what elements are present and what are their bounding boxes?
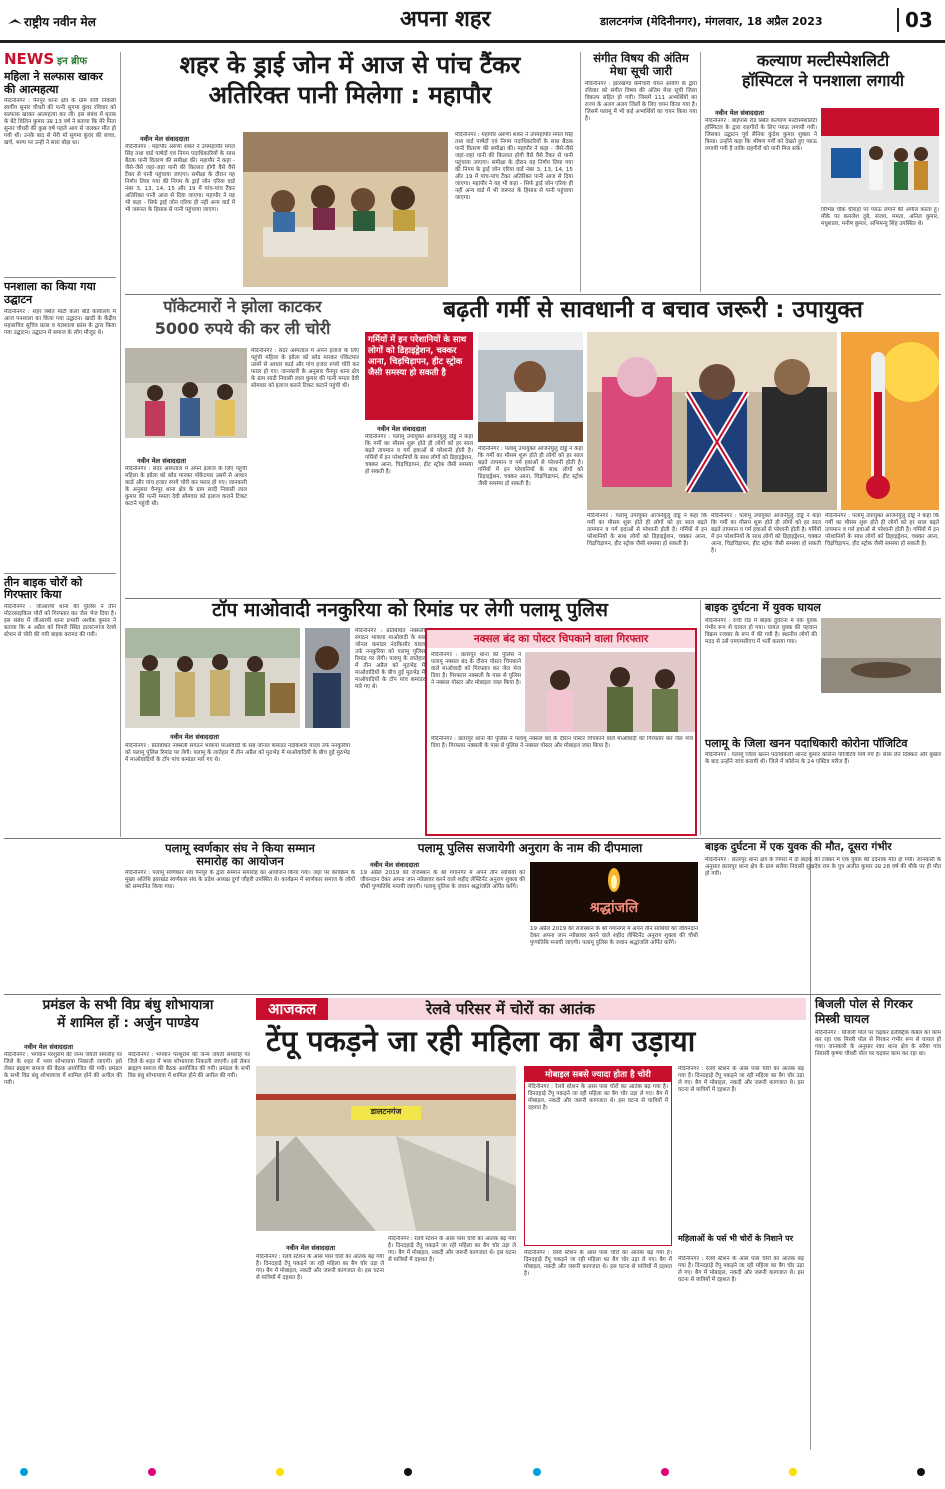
aajkal-headline: टेंपू पकड़ने जा रही महिला का बैग उड़ाया — [266, 1024, 696, 1058]
pocketmaar-body-left: मेदिनीनगर : सदर अस्पताल में अपने इलाज के लिए पहुंची महिला के झोला को ब्लेड मारकर पॉकेटमार उसमें से आधार कार्ड और पांच हजार रुपये चोरी कर फरार हो गए। जानकारी के अनुसार चैनपुर थाना क्षेत्र के ग्राम सादी निवासी लाल कुमार की पत्नी ममता देवी सोमवार को इलाज कराने टिकट कटाने पहुंची थी। — [125, 466, 247, 507]
location-date: डालटनगंज (मेदिनीनगर), मंगलवार, 18 अप्रैल 2023 — [600, 15, 823, 28]
accident1-headline: बाइक दुर्घटना में युवक घायल — [705, 601, 821, 614]
music-body: मेदिनीनगर : झारखण्ड कर्मचारी चयन आयोग के द्वारा रविवार को संगीत विषय की अंतिम मेधा सूची जिला विकल्प सहित हो गयी। जिसमें 111 अभ्यर्थियों का राज्य के अलग अलग जिलों के लिए चयन किया गया है। जिसमें पलामू में भी कई अभ्यर्थियों का चयन किया गया है। — [585, 81, 697, 123]
section-title: अपना शहर — [400, 7, 491, 32]
poster-headline: नक्सल बंद का पोस्टर चिपकाने वाला गिरफ्तार — [427, 630, 695, 648]
heat-byline: नवीन मेल संवाददाता — [377, 425, 426, 433]
pole-headline-1: बिजली पोल से गिरकर — [815, 997, 913, 1011]
accident2-headline: बाइक दुर्घटना में एक युवक की मौत, दूसरा गंभीर — [705, 841, 892, 853]
poster-story — [425, 628, 697, 836]
heat-body-5: मेदिनीनगर : पलामू उपायुक्त आंजनेयुलु दोड्डे ने कहा कि गर्मी का मौसम शुरू होते ही लोगों को हर साल बढ़ते तापमान व गर्म हवाओं से परेशानी होती है। गर्मियों में इन परेशानियों के साथ लोगों को डिहाइड्रेशन, चक्कर आना, चिड़चिड़ापन, हीट स्ट्रोक जैसी समस्या हो सकती है। — [825, 513, 939, 547]
heat-headline: बढ़ती गर्मी से सावधानी व बचाव जरूरी : उपायुक्त — [443, 297, 863, 323]
maoist-body-2: मेदिनीनगर : प्रतिबंधित नक्सली संगठन भाकपा माओवादी के सब जोनल कमांडर नंदकिशोर यादव उर्फ ननकुरिया को पलामू पुलिस रिमांड पर लेगी। पलामू के लातेहार में तीन अप्रैल को मुठभेड़ में माओवादियों के बीच हुई मुठभेड़ में माओवादियों के टॉप पांच कमांडर मारे गए थे। — [355, 628, 425, 690]
hospital-ward-photo — [125, 348, 247, 438]
pocketmaar-headline-1: पॉकेटमारों ने झोला काटकर — [163, 297, 322, 316]
tanker-story — [125, 52, 575, 292]
mining-headline: पलामू के जिला खनन पदाधिकारी कोरोना पॉजिटिव — [705, 737, 908, 750]
heat-pullquote: गर्मियों में इन परेशानियों के साथ लोगों को डिहाइड्रेशन, चक्कर आना, चिड़चिड़ापन, हीट स्ट्रोक जैसी समस्या हो सकती है — [365, 332, 473, 420]
swarnkar-body: मेदिनीनगर : पलामू स्वर्णकार संघ पैनपुर के द्वारा सम्मान समारोह का आयोजन किया गया। जहां पर कार्यक्रम के मुख्य अतिथि झारखंड स्वर्णकार संघ के प्रदेश अध्यक्ष दुर्गा जौहरी उपस्थित थे। कार्यक्रम में स्वर्णकार समाज के लोगों को सम्मानित किया गया। — [125, 870, 355, 891]
pocketmaar-byline: नवीन मेल संवाददाता — [137, 457, 186, 465]
vipra-byline: नवीन मेल संवाददाता — [24, 1043, 73, 1051]
print-registration-strip — [0, 1468, 945, 1478]
vipra-headline-2: में शामिल हों : अर्जुन पाण्डेय — [57, 1014, 199, 1031]
pocketmaar-headline-2: 5000 रुपये की कर ली चोरी — [154, 318, 331, 338]
tanker-body-left: मेदिनीनगर : महापौर अरुणा शंकर ने उपमहापौर मंगल सिंह तथा वार्ड पार्षदों एवं निगम पदाधिकारियों के साथ बैठक पानी वितरण की समीक्षा की। महापौर ने कहा - जैसे-जैसे जहां-जहां पानी की किल्लत होगी वैसे वैसे टैंकर से पानी पहुंचाया जाएगा। समीक्षा के दौरान यह निर्णय लिया गया की निगम के ड्राई जोन एरिया वार्ड नंबर 3, 13, 14, 15 और 19 में पांच-पांच टैंकर अतिरिक्त पानी आज से दिया जाएगा। महापौर ने यह भी कहा - सिर्फ ड्राई जोन एरिया ही नहीं अन्य वार्ड में भी जरूरत के हिसाब से पानी पहुंचाया जाएगा। — [125, 144, 235, 213]
heat-people-photo — [587, 332, 837, 510]
poster-body-bottom: मेदिनीनगर : छतरपुर थाना की पुलिस ने पलामू नक्सल बंद के दौरान पोस्टर चिपकाने वाले माओवादी को गिरफ्तार कर जेल भेज दिया है। गिरफ्तार नक्सली के पास से पुलिस ने नक्सल पोस्टर और मोबाइल जब्त किया है। — [431, 736, 693, 749]
brief-item3-body: मेदिनीनगर : जीआरपी थाना की पुलिस ने तीन मोटरसाइकिल चोरों को गिरफ्तार कर जेल भेज दिया है। इस संबंध में जीआरपी थाना प्रभारी अशोक कुमार ने बताया कि 4 अप्रैल को पिपरी स्थित डालटनगंज रेलवे स्टेशन से चोरी की गयी बाइक बरामद की गयी। — [4, 603, 116, 638]
pole-headline-2: मिस्त्री घायल — [815, 1012, 870, 1027]
tanker-headline-1: शहर के ड्राई जोन में आज से पांच टैंकर — [179, 51, 521, 79]
vipra-headline-1: प्रमंडल के सभी विप्र बंधु शोभायात्रा — [42, 997, 214, 1013]
deepmala-body-right: 19 अप्रैल 2019 को राजस्थान के श्री गंगानगर में अपने तीन साथियों को जीवनदान देकर अपना जान न्योछावर करने वाले शहीद लेफ्टिनेंट अनुराग शुक्ला की चौथी पुण्यतिथि मनायी जाएगी। पलामू पुलिस के जवान श्रद्धांजलि अर्पित करेंगे। — [530, 926, 698, 946]
brief-item1-title: महिला ने सल्फास खाकर की आत्महत्या — [4, 70, 103, 96]
heat-body-3: मेदिनीनगर : पलामू उपायुक्त आंजनेयुलु दोड्डे ने कहा कि गर्मी का मौसम शुरू होते ही लोगों को हर साल बढ़ते तापमान व गर्म हवाओं से परेशानी होती है। गर्मियों में इन परेशानियों के साथ लोगों को डिहाइड्रेशन, चक्कर आना, चिड़चिड़ापन, हीट स्ट्रोक जैसी समस्या हो सकती है। — [587, 513, 707, 547]
heat-body-2: मेदिनीनगर : पलामू उपायुक्त आंजनेयुलु दोड्डे ने कहा कि गर्मी का मौसम शुरू होते ही लोगों को हर साल बढ़ते तापमान व गर्म हवाओं से परेशानी होती है। गर्मियों में इन परेशानियों के साथ लोगों को डिहाइड्रेशन, चक्कर आना, चिड़चिड़ापन, हीट स्ट्रोक जैसी समस्या हो सकती है। — [478, 446, 583, 487]
hospital-body: मेदिनीनगर : बाईपास रोड स्थित कल्याण मल्टीस्पेशलिटी हॉस्पिटल के द्वारा राहगीरों के लिए प्याऊ लगायी गयी। जिसका उद्घाटन पूर्व सैनिक कुंदेश कुमार शुक्ला ने किया। उन्होंने कहा कि भीषण गर्मी को देखते हुए प्याऊ लगायी गयी है ताकि राहगीरों को पानी मिल सके। — [705, 118, 817, 152]
aajkal-body-5: मेदिनीनगर : रेलवे स्टेशन के आस पास चोरों का आतंक बढ़ गया है। दिनदहाड़े टेंपू पकड़ने जा रही महिला का बैग चोर उड़ा ले गए। बैग में मोबाइल, नकदी और जरूरी कागजात थे। इस घटना से यात्रियों में दहशत है। — [678, 1256, 804, 1283]
accident-story-2 — [705, 842, 941, 992]
nankuriya-photo — [305, 628, 350, 728]
tanker-body-right: मेदिनीनगर : महापौर अरुणा शंकर ने उपमहापौर मंगल सिंह तथा वार्ड पार्षदों एवं निगम पदाधिकारियों के साथ बैठक पानी वितरण की समीक्षा की। महापौर ने कहा - जैसे-जैसे जहां-जहां पानी की किल्लत होगी वैसे वैसे टैंकर से पानी पहुंचाया जाएगा। समीक्षा के दौरान यह निर्णय लिया गया की निगम के ड्राई जोन एरिया वार्ड नंबर 3, 13, 14, 15 और 19 में पांच-पांच टैंकर अतिरिक्त पानी आज से दिया जाएगा। महापौर ने यह भी कहा - सिर्फ ड्राई जोन एरिया ही नहीं अन्य वार्ड में भी जरूरत के हिसाब से पानी पहुंचाया जाएगा। — [455, 132, 573, 201]
mining-story — [705, 738, 941, 836]
hospital-photo — [821, 108, 939, 203]
tanker-headline-2: अतिरिक्त पानी मिलेगा : महापौर — [208, 81, 492, 110]
page-number: 03 — [897, 8, 933, 32]
thermometer-photo — [841, 332, 939, 510]
vipra-body-left: मेदिनीनगर : भगवान परशुराम की जन्म जयंती समारोह पर जिले के शहर में भव्य शोभायात्रा निकाली जाएगी। इसे लेकर ब्राह्मण समाज की बैठक आयोजित की गयी। प्रमंडल के सभी विप्र बंधु शोभायात्रा में शामिल होने की अपील की गयी। — [4, 1052, 122, 1086]
mobile-theft-label: मोबाइल सबसे ज्यादा होता है चोरी — [525, 1067, 671, 1082]
maoist-byline: नवीन मेल संवाददाता — [170, 733, 219, 741]
deepmala-headline: पलामू पुलिस सजायेगी अनुराग के नाम की दीपमाला — [417, 841, 643, 855]
swarnkar-story — [125, 842, 355, 992]
accident2-body: मेदिनीनगर : छतरपुर थाना क्षेत्र के पिपरा में दो बाइक की टक्कर में एक युवक की दर्दनाक मौत हो गयी। जानकारी के अनुसार छतरपुर थाना क्षेत्र के ग्राम सलैया निवासी सुखदेव राम के पुत्र अजीत कुमार उम्र 28 वर्ष की मौके पर ही मौत हो गयी। — [705, 856, 941, 877]
aajkal-story — [256, 998, 806, 1458]
pocketmaar-story — [125, 298, 360, 598]
mobile-theft-body: मेदिनीनगर : रेलवे स्टेशन के आस पास चोरों का आतंक बढ़ गया है। दिनदहाड़े टेंपू पकड़ने जा रही महिला का बैग चोर उड़ा ले गए। बैग में मोबाइल, नकदी और जरूरी कागजात थे। इस घटना से यात्रियों में दहशत है। — [528, 1084, 668, 1111]
brief-label: इन ब्रीफ — [57, 56, 88, 67]
deputy-commissioner-photo — [478, 332, 583, 442]
deepmala-body-left: 19 अप्रैल 2019 को राजस्थान के श्री गंगानगर में अपने तीन साथियों को जीवनदान देकर अपना जान न्योछावर करने वाले शहीद लेफ्टिनेंट अनुराग शुक्ला की चौथी पुण्यतिथि मनायी जाएगी। पलामू पुलिस के जवान श्रद्धांजलि अर्पित करेंगे। — [360, 870, 525, 890]
accident1-body: मेदिनीनगर : रांची रोड में बाइक दुर्घटना में एक युवक गंभीर रूप से घायल हो गया। घायल युवक की पहचान विक्रम रजवार के रूप में की गयी है। स्थानीय लोगों की मदद से उसे एमएमसीएच में भर्ती कराया गया। — [705, 618, 817, 645]
aajkal-subhead-2: महिलाओं के पर्स भी चोरों के निशाने पर — [678, 1234, 793, 1243]
vipra-story — [4, 998, 252, 1458]
aajkal-body-3: मेदिनीनगर : रेलवे स्टेशन के आस पास चोरों का आतंक बढ़ गया है। दिनदहाड़े टेंपू पकड़ने जा रही महिला का बैग चोर उड़ा ले गए। बैग में मोबाइल, नकदी और जरूरी कागजात थे। इस घटना से यात्रियों में दहशत है। — [524, 1250, 672, 1277]
eagle-logo-icon — [8, 14, 22, 24]
aajkal-byline: नवीन मेल संवाददाता — [286, 1244, 335, 1252]
brief-item1-body: मेदिनीनगर : पैनपुर थाना क्षेत्र के ग्राम रायि निवासी स्वर्गीय सुनार चौधरी की पत्नी सुगमा कुंवर रविवार को सल्फास खाकर आत्महत्या कर ली। इस संबंध में मृतक के बेटे विलिन कुमार उम्र 13 वर्ष ने बताया कि मेरे पिता सुनार चौधरी की कुछ वर्ष पहले आग से जलकर मौत हो गयी थी। उनके बाद से मेरी माँ सुगमा कुंवर की बच्चा, खर्च, भाग्य पर उन्ही ने सारा बोझ था। — [4, 98, 116, 147]
arrest-photo — [525, 652, 695, 732]
hospital-headline-2: हॉस्पिटल ने पनशाला लगायी — [741, 70, 904, 90]
heat-story — [365, 298, 941, 598]
deepmala-story — [360, 842, 700, 992]
news-label: NEWS — [4, 50, 55, 68]
hospital-caption: विभिन्न चौक चौराहों पर प्याऊ लगाने की अपील करता हूं। मौके पर कमलेश दुबे, संजय, ममता, अनिल कुमार, मधुशाला, मनीष कुमार, अभिमन्यु सिंह उपस्थित थे। — [821, 207, 939, 227]
aajkal-body-2: मेदिनीनगर : रेलवे स्टेशन के आस पास चोरों का आतंक बढ़ गया है। दिनदहाड़े टेंपू पकड़ने जा रही महिला का बैग चोर उड़ा ले गए। बैग में मोबाइल, नकदी और जरूरी कागजात थे। इस घटना से यात्रियों में दहशत है। — [388, 1236, 516, 1263]
station-sign-text: डालटनगंज — [370, 1107, 402, 1116]
masthead-rule — [0, 40, 945, 43]
maoist-headline: टॉप माओवादी ननकुरिया को रिमांड पर लेगी पलामू पुलिस — [212, 599, 608, 621]
meeting-photo — [243, 132, 448, 287]
heat-body-4: मेदिनीनगर : पलामू उपायुक्त आंजनेयुलु दोड्डे ने कहा कि गर्मी का मौसम शुरू होते ही लोगों को हर साल बढ़ते तापमान व गर्म हवाओं से परेशानी होती है। गर्मियों में इन परेशानियों के साथ लोगों को डिहाइड्रेशन, चक्कर आना, चिड़चिड़ापन, हीट स्ट्रोक जैसी समस्या हो सकती है। — [711, 513, 821, 554]
hospital-headline-1: कल्याण मल्टीस्पेशलिटी — [756, 51, 890, 70]
brief-item2-body: मेदिनीनगर : शहर स्थित माटी कला बोर्ड कार्यालय में आज पनशाला का किया गया उद्घाटन। खादी के केंद्रीय महासचिव सुचित्र फ्रांस व यज्ञशाला फ्रांस के द्वारा किया गया उद्घाटन। उद्घाटन में समाज के लोग मौजूद थे। — [4, 308, 116, 336]
maoist-body-1: मेदिनीनगर : प्रतिबंधित नक्सली संगठन भाकपा माओवादी के सब जोनल कमांडर नंदकिशोर यादव उर्फ ननकुरिया को पलामू पुलिस रिमांड पर लेगी। पलामू के लातेहार में तीन अप्रैल को मुठभेड़ में माओवादियों के बीच हुई मुठभेड़ में माओवादियों के टॉप पांच कमांडर मारे गए थे। — [125, 743, 350, 763]
heat-body-1: मेदिनीनगर : पलामू उपायुक्त आंजनेयुलु दोड्डे ने कहा कि गर्मी का मौसम शुरू होते ही लोगों को हर साल बढ़ते तापमान व गर्म हवाओं से परेशानी होती है। गर्मियों में इन परेशानियों के साथ लोगों को डिहाइड्रेशन, चक्कर आना, चिड़चिड़ापन, हीट स्ट्रोक जैसी समस्या हो सकती है। — [365, 434, 473, 475]
news-brief — [4, 50, 116, 840]
swarnkar-headline-1: पलामू स्वर्णकार संघ ने किया सम्मान — [165, 841, 315, 855]
aajkal-body-4: मेदिनीनगर : रेलवे स्टेशन के आस पास चोरों का आतंक बढ़ गया है। दिनदहाड़े टेंपू पकड़ने जा रही महिला का बैग चोर उड़ा ले गए। बैग में मोबाइल, नकदी और जरूरी कागजात थे। इस घटना से यात्रियों में दहशत है। — [678, 1066, 804, 1093]
music-story — [585, 52, 697, 292]
hospital-story — [705, 52, 941, 292]
brief-item3-title: तीन बाइक चोरों को गिरफ्तार किया — [4, 573, 116, 602]
shraddhanjali-text: श्रद्धांजलि — [589, 900, 639, 916]
railway-station-photo — [256, 1066, 516, 1231]
brief-item2-title: पनशाला का किया गया उद्घाटन — [4, 277, 116, 306]
swarnkar-headline-2: समारोह का आयोजन — [196, 853, 284, 868]
hospital-byline: नवीन मेल संवाददाता — [715, 109, 764, 117]
mining-body: मेदिनीनगर : पलामू जिला खनन पदाधिकारी आनंद कुमार कोरोना पॉजिटिव पाये गये हैं। सांस लेने दिक्कत और बुखार के बाद उन्होंने जांच करायी थी। जिले में कोरोना के 24 एक्टिव मरीज हैं। — [705, 752, 941, 766]
pocketmaar-body-right: मेदिनीनगर : सदर अस्पताल में अपने इलाज के लिए पहुंची महिला के झोला को ब्लेड मारकर पॉकेटमार उसमें से आधार कार्ड और पांच हजार रुपये चोरी कर फरार हो गए। जानकारी के अनुसार चैनपुर थाना क्षेत्र के ग्राम सादी निवासी लाल कुमार की पत्नी ममता देवी सोमवार को इलाज कराने टिकट कटाने पहुंची थी। — [251, 348, 359, 389]
deepmala-byline: नवीन मेल संवाददाता — [370, 861, 419, 869]
accident1-photo — [821, 618, 941, 693]
aajkal-subhead: रेलवे परिसर में चोरों का आतंक — [426, 1000, 595, 1018]
masthead — [0, 0, 945, 44]
paper-name: राष्ट्रीय नवीन मेल — [24, 15, 96, 29]
pole-story — [815, 998, 941, 1458]
music-headline: संगीत विषय की अंतिम मेधा सूची जारी — [593, 51, 689, 78]
police-photo — [125, 628, 300, 728]
aajkal-label: आजकल — [256, 998, 328, 1020]
tanker-byline: नवीन मेल संवाददाता — [140, 135, 189, 143]
vipra-body-right: मेदिनीनगर : भगवान परशुराम की जन्म जयंती समारोह पर जिले के शहर में भव्य शोभायात्रा निकाली जाएगी। इसे लेकर ब्राह्मण समाज की बैठक आयोजित की गयी। प्रमंडल के सभी विप्र बंधु शोभायात्रा में शामिल होने की अपील की गयी। — [128, 1052, 250, 1079]
aajkal-body-1: मेदिनीनगर : रेलवे स्टेशन के आस पास चोरों का आतंक बढ़ गया है। दिनदहाड़े टेंपू पकड़ने जा रही महिला का बैग चोर उड़ा ले गए। बैग में मोबाइल, नकदी और जरूरी कागजात थे। इस घटना से यात्रियों में दहशत है। — [256, 1254, 384, 1281]
mobile-theft-box — [524, 1066, 672, 1246]
accident-story-1 — [705, 602, 941, 732]
pole-body: मेदिनीनगर : बिजली पोल पर चढ़कर इलेक्ट्रिक केबल का काम कर रहा एक मिस्त्री पोल से गिरकर गंभीर रूप से घायल हो गया। जानकारी के अनुसार रंका थाना क्षेत्र के सरैया गांव निवासी कृष्णा चौधरी पोल पर चढ़कर काम कर रहा था। — [815, 1030, 941, 1058]
shraddhanjali-image — [530, 862, 698, 922]
poster-body-left: मेदिनीनगर : छतरपुर थाना की पुलिस ने पलामू नक्सल बंद के दौरान पोस्टर चिपकाने वाले माओवादी को गिरफ्तार कर जेल भेज दिया है। गिरफ्तार नक्सली के पास से पुलिस ने नक्सल पोस्टर और मोबाइल जब्त किया है। — [431, 652, 521, 686]
